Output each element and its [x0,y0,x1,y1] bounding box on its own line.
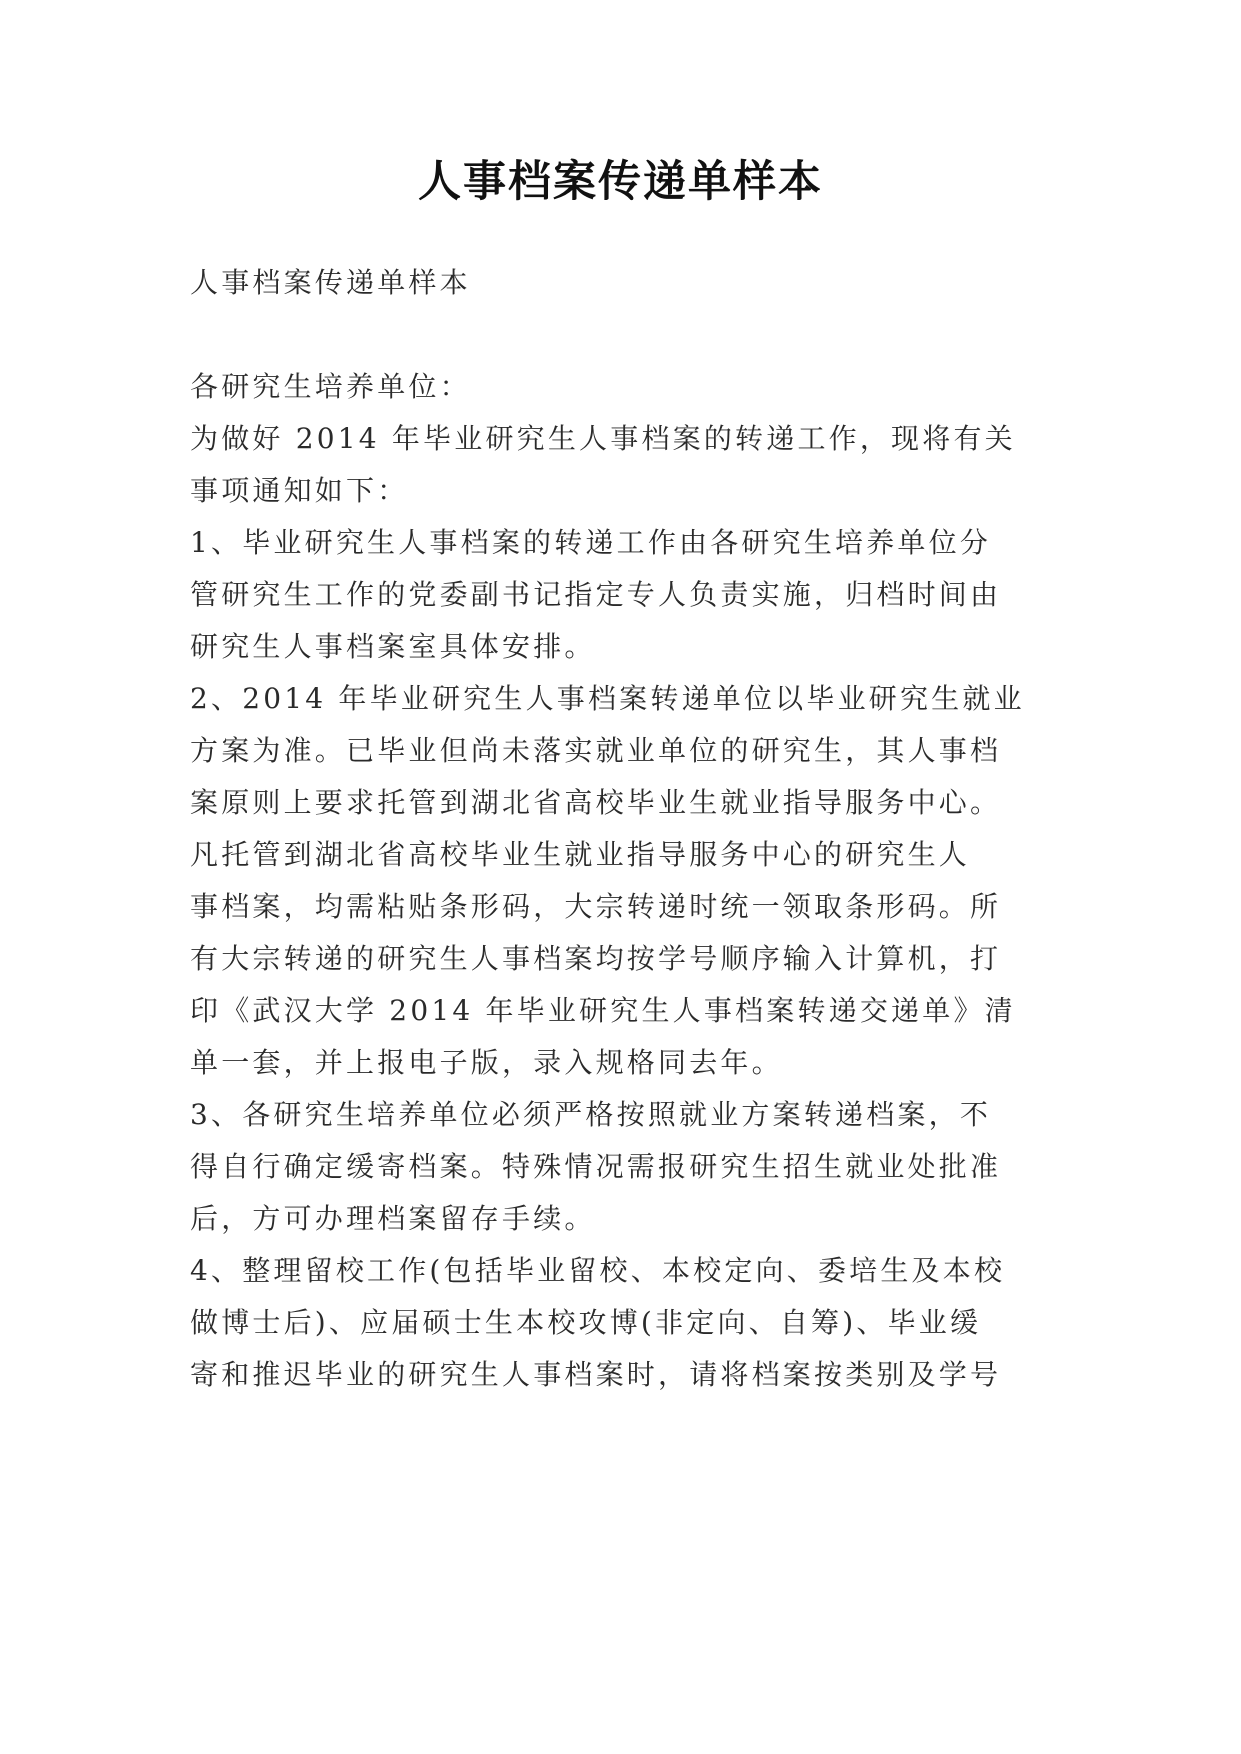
paragraph-line: 为做好 2014 年毕业研究生人事档案的转递工作，现将有关 [190,422,1016,455]
paragraph-line: 做博士后)、应届硕士生本校攻博(非定向、自筹)、毕业缓 [190,1306,982,1339]
paragraph-line: 管研究生工作的党委副书记指定专人负责实施，归档时间由 [190,578,1002,611]
paragraph-line: 研究生人事档案室具体安排。 [190,630,596,663]
paragraph-line: 2、2014 年毕业研究生人事档案转递单位以毕业研究生就业 [190,682,1025,715]
paragraph-line: 1、毕业研究生人事档案的转递工作由各研究生培养单位分 [190,526,992,559]
paragraph-line: 3、各研究生培养单位必须严格按照就业方案转递档案，不 [190,1098,992,1131]
paragraph-line: 方案为准。已毕业但尚未落实就业单位的研究生，其人事档 [190,734,1002,767]
paragraph-line: 凡托管到湖北省高校毕业生就业指导服务中心的研究生人 [190,838,971,871]
paragraph-line: 案原则上要求托管到湖北省高校毕业生就业指导服务中心。 [190,786,1002,819]
paragraph-line: 后，方可办理档案留存手续。 [190,1202,596,1235]
paragraph-line: 寄和推迟毕业的研究生人事档案时，请将档案按类别及学号 [190,1358,1002,1391]
paragraph-line: 有大宗转递的研究生人事档案均按学号顺序输入计算机，打 [190,942,1002,975]
document-title: 人事档案传递单样本 [418,157,823,207]
salutation-line: 各研究生培养单位： [190,370,471,403]
paragraph-line: 单一套，并上报电子版，录入规格同去年。 [190,1046,783,1079]
paragraph-line: 印《武汉大学 2014 年毕业研究生人事档案转递交递单》清 [190,994,1016,1027]
paragraph-line: 事档案，均需粘贴条形码，大宗转递时统一领取条形码。所 [190,890,1002,923]
paragraph-line: 得自行确定缓寄档案。特殊情况需报研究生招生就业处批准 [190,1150,1002,1183]
paragraph-line: 4、整理留校工作(包括毕业留校、本校定向、委培生及本校 [190,1254,1006,1287]
paragraph-line: 事项通知如下： [190,474,409,507]
document-subtitle: 人事档案传递单样本 [190,266,471,299]
